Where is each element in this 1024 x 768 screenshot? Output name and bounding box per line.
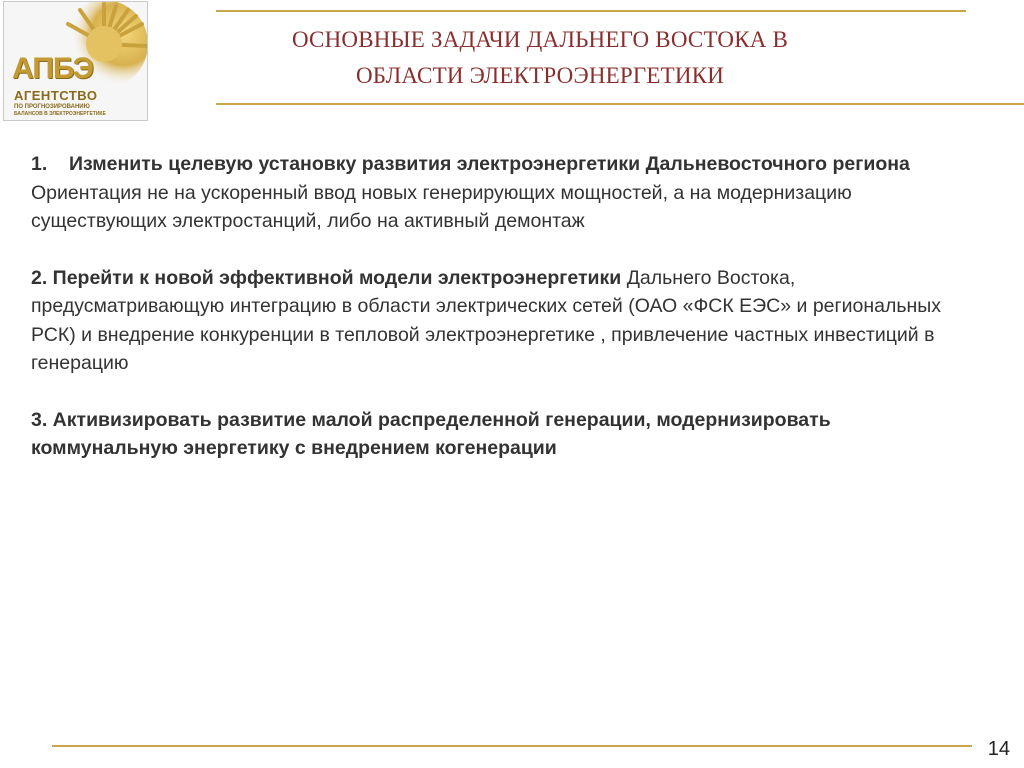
task-item-3-heading: 3. Активизировать развитие малой распределенной генерации, модернизировать коммунальную энергетику с внедрением когенерации [31,408,831,459]
task-item-1-heading [31,150,981,179]
task-item-1-heading-text: Изменить целевую установку развития электроэнергетики Дальневосточного региона [69,153,910,175]
slide-title-line-2: ОБЛАСТИ ЭЛЕКТРОЭНЕРГЕТИКИ [355,63,725,88]
logo-name: АГЕНТСТВО [14,88,98,103]
spacer [31,378,981,406]
slide-title [170,22,910,94]
agency-logo [3,1,148,121]
task-item-2 [31,264,981,378]
task-item-1 [31,150,981,236]
task-item-2-paragraph [31,264,981,378]
slide-content [31,150,981,463]
title-bottom-rule [216,103,1024,105]
spacer [31,236,981,264]
task-item-1-body: Ориентация не на ускоренный ввод новых генерирующих мощностей, а на модернизацию существующих электростанций, либо на активный демонтаж [31,181,852,232]
slide-title-line-1: ОСНОВНЫЕ ЗАДАЧИ ДАЛЬНЕГО ВОСТОКА В [291,27,789,52]
title-top-rule [216,10,966,12]
task-item-3 [31,406,981,463]
page-number: 14 [987,738,1010,760]
task-item-2-body: Дальнего Востока, предусматривающую интеграцию в области электрических сетей (ОАО «ФСК ЕЭС» и региональных РСК) и внедрение конкуренции в тепловой электроэнергетике , привлечение частных инвестиций в генерацию [31,266,942,374]
task-item-2-heading: 2. Перейти к новой эффективной модели электроэнергетики [31,266,622,289]
logo-sub1: ПО ПРОГНОЗИРОВАНИЮ [14,104,90,110]
task-item-3-paragraph [31,406,981,463]
task-item-1-number: 1. [31,153,48,175]
logo-sub2: БАЛАНСОВ В ЭЛЕКТРОЭНЕРГЕТИКЕ [14,111,106,117]
footer-rule [52,745,972,747]
logo-abbr: АПБЭ [12,52,93,85]
